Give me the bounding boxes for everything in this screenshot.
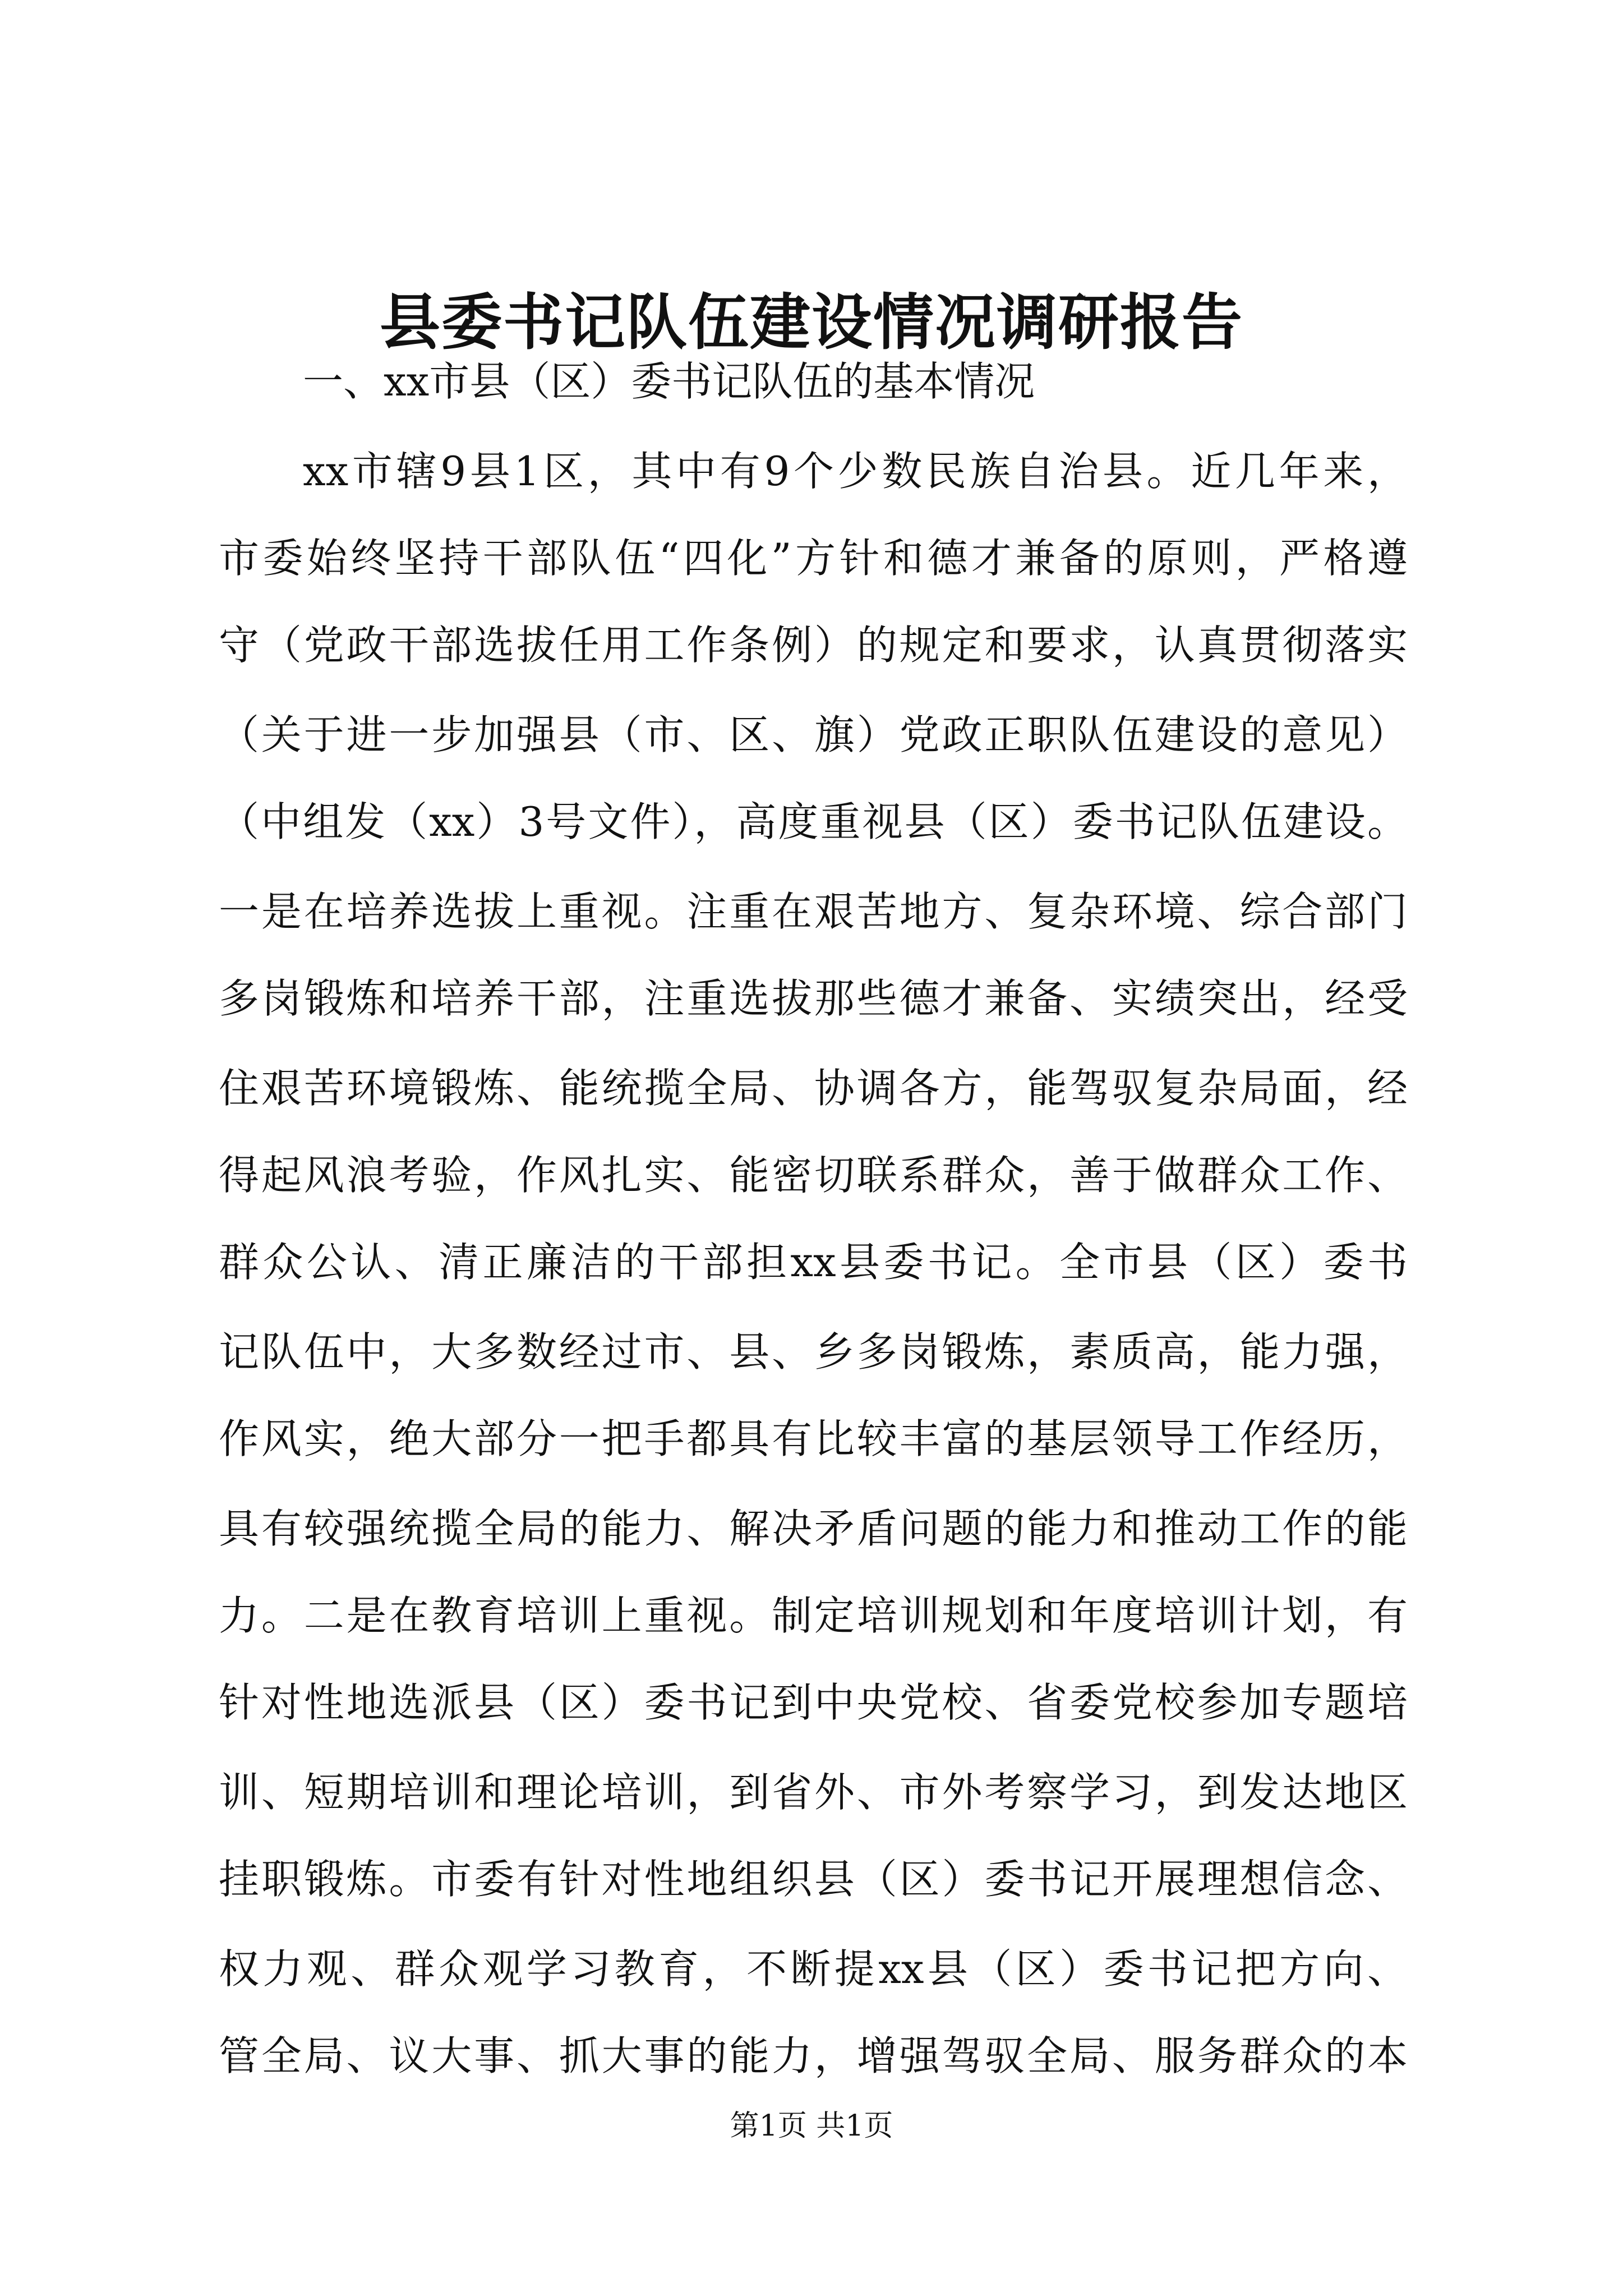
body-line: 作风实，绝大部分一把手都具有比较丰富的基层领导工作经历， [219, 1415, 1408, 1462]
section-heading: 一、xx市县（区）委书记队伍的基本情况 [303, 358, 1035, 405]
body-line: 群众公认、清正廉洁的干部担xx县委书记。全市县（区）委书 [219, 1239, 1408, 1286]
body-line: 具有较强统揽全局的能力、解决矛盾问题的能力和推动工作的能 [219, 1505, 1408, 1552]
document-title: 县委书记队伍建设情况调研报告 [379, 287, 1243, 358]
body-line: 管全局、议大事、抓大事的能力，增强驾驭全局、服务群众的本 [219, 2032, 1408, 2079]
body-line: 权力观、群众观学习教育，不断提xx县（区）委书记把方向、 [219, 1945, 1408, 1993]
body-line: 记队伍中，大多数经过市、县、乡多岗锻炼，素质高，能力强， [219, 1328, 1408, 1375]
body-line: xx市辖9县1区，其中有9个少数民族自治县。近几年来， [303, 448, 1408, 495]
body-line: 住艰苦环境锻炼、能统揽全局、协调各方，能驾驭复杂局面，经 [219, 1065, 1408, 1112]
body-line: 市委始终坚持干部队伍“四化”方针和德才兼备的原则，严格遵 [219, 535, 1408, 582]
body-line: 多岗锻炼和培养干部，注重选拔那些德才兼备、实绩突出，经受 [219, 975, 1408, 1022]
body-line: 力。二是在教育培训上重视。制定培训规划和年度培训计划，有 [219, 1592, 1408, 1639]
body-line: （中组发（xx）3号文件），高度重视县（区）委书记队伍建设。 [219, 798, 1408, 845]
body-line: 训、短期培训和理论培训，到省外、市外考察学习，到发达地区 [219, 1769, 1408, 1816]
body-line: 得起风浪考验，作风扎实、能密切联系群众，善于做群众工作、 [219, 1152, 1408, 1199]
body-line: 守（党政干部选拔任用工作条例）的规定和要求，认真贯彻落实 [219, 622, 1408, 669]
body-line: （关于进一步加强县（市、区、旗）党政正职队伍建设的意见） [219, 711, 1408, 758]
body-line: 挂职锻炼。市委有针对性地组织县（区）委书记开展理想信念、 [219, 1856, 1408, 1903]
body-line: 针对性地选派县（区）委书记到中央党校、省委党校参加专题培 [219, 1679, 1408, 1726]
page-number: 第1页 共1页 [730, 2109, 893, 2143]
body-line: 一是在培养选拔上重视。注重在艰苦地方、复杂环境、综合部门 [219, 888, 1408, 935]
